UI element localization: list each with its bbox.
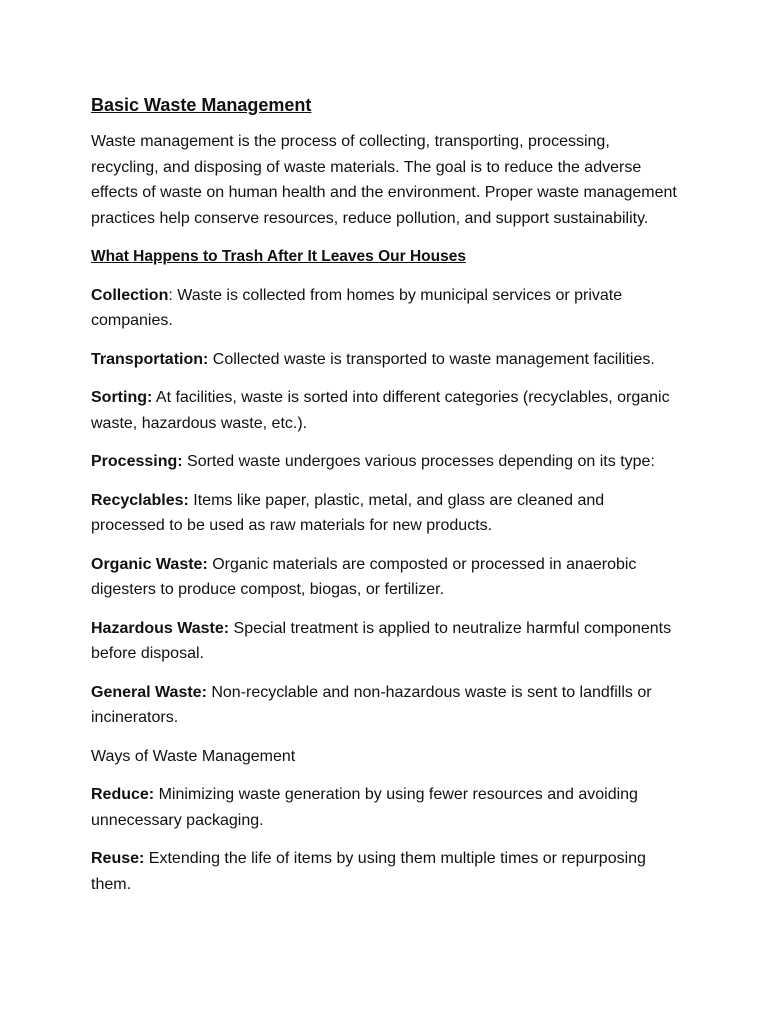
item-collection — [91, 283, 681, 334]
way-reduce — [91, 782, 681, 833]
term-label: General Waste: — [91, 683, 207, 701]
item-recyclables — [91, 488, 681, 539]
term-label: Transportation: — [91, 350, 209, 368]
term-label: Hazardous Waste: — [91, 619, 230, 637]
term-description: Special treatment is applied to neutralize harmful components before disposal. — [91, 619, 672, 662]
item-general-waste — [91, 680, 681, 731]
section-heading-trash-journey: What Happens to Trash After It Leaves Our Houses — [91, 248, 466, 265]
term-label: Collection — [91, 286, 169, 304]
item-processing — [91, 449, 681, 475]
item-hazardous-waste — [91, 616, 681, 667]
term-description: Organic materials are composted or processed in anaerobic digesters to produce compost, biogas, or fertilizer. — [91, 555, 637, 598]
item-sorting — [91, 385, 681, 436]
way-reuse — [91, 846, 681, 897]
section-heading-ways: Ways of Waste Management — [91, 747, 296, 765]
term-description: Minimizing waste generation by using fewer resources and avoiding unnecessary packaging. — [91, 786, 638, 829]
term-label: Sorting: — [91, 389, 153, 406]
term-label: Reuse: — [91, 850, 145, 867]
document-title: Basic Waste Management — [91, 95, 312, 115]
item-transportation — [91, 347, 681, 373]
item-organic-waste — [91, 552, 681, 603]
term-description: Collected waste is transported to waste management facilities. — [208, 350, 655, 368]
term-description: : Waste is collected from homes by municipal services or private companies. — [91, 286, 623, 329]
term-label: Organic Waste: — [91, 555, 208, 573]
term-label: Recyclables: — [91, 491, 189, 509]
intro-paragraph: Waste management is the process of collecting, transporting, processing, recycling, and disposing of waste materials. The goal is to reduce the adverse effects of waste on human health and the environment. Proper waste management practices help conserve resources, reduce pollution, and support sustainability. — [91, 133, 677, 227]
term-description: Sorted waste undergoes various processes depending on its type: — [182, 453, 655, 470]
term-description: Extending the life of items by using them multiple times or repurposing them. — [91, 850, 646, 893]
term-description: Items like paper, plastic, metal, and glass are cleaned and processed to be used as raw materials for new products. — [91, 491, 605, 534]
term-description: At facilities, waste is sorted into different categories (recyclables, organic waste, hazardous waste, etc.). — [91, 389, 670, 432]
term-label: Processing: — [91, 453, 183, 470]
term-label: Reduce: — [91, 786, 155, 803]
document-page — [91, 92, 681, 910]
term-description: Non-recyclable and non-hazardous waste is sent to landfills or incinerators. — [91, 683, 652, 726]
